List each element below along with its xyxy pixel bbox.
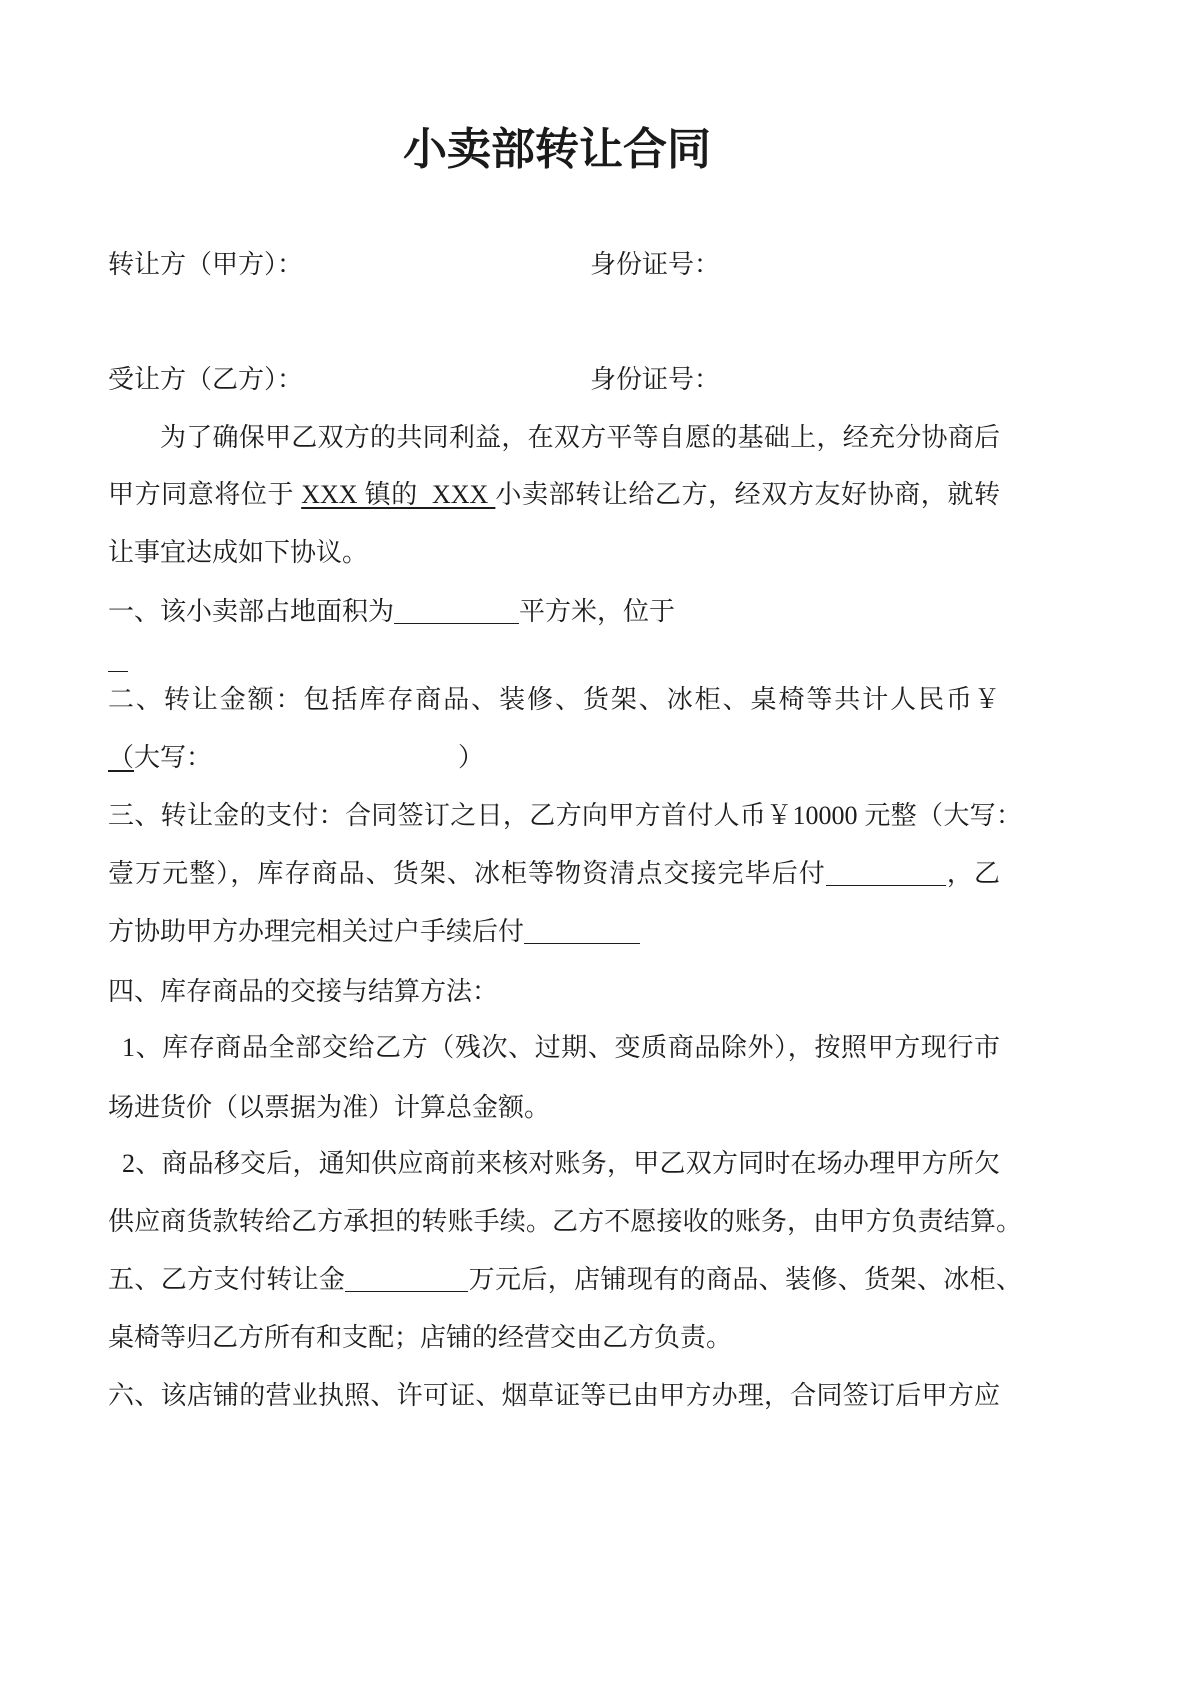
preamble-text: 小卖部转让给乙方，经双方友好协商，就转 [495, 480, 1000, 509]
clause-text: 方协助甲方办理完相关过户手续后付 [108, 917, 525, 946]
amount-paren-close: ） [458, 743, 485, 772]
clause-text: 大写： [134, 743, 213, 772]
clause-text: 万元后，店铺现有的商品、装修、货架、冰柜、 [468, 1265, 1022, 1294]
area-blank-line [394, 623, 519, 624]
final-payment-blank-line [524, 943, 640, 944]
clause-text: 壹万元整），库存商品、货架、冰柜等物资清点交接完毕后付 [108, 859, 826, 888]
clause-text: 五、乙方支付转让金 [108, 1265, 346, 1294]
transfer-fee-blank-line [345, 1291, 468, 1292]
clause-text: 平方米，位于 [519, 597, 676, 626]
clause-3-line-2 [108, 856, 1000, 892]
clause-2-line-2 [108, 740, 484, 776]
clause-3-line-1: 三、转让金的支付：合同签订之日，乙方向甲方首付人币￥10000 元整（大写： [108, 801, 1022, 830]
clause-5-line-2: 桌椅等归乙方所有和支配；店铺的经营交由乙方负责。 [108, 1323, 733, 1352]
preamble-text: 甲方同意将位于 [108, 480, 302, 509]
transferor-label: 转让方（甲方）： [108, 250, 304, 279]
clause-4-heading: 四、库存商品的交接与结算方法： [108, 977, 499, 1006]
transferor-id-label: 身份证号： [590, 250, 721, 279]
clause-4-item-2-line-2: 供应商货款转给乙方承担的转账手续。乙方不愿接收的账务，由甲方负责结算。 [108, 1207, 1022, 1236]
clause-1-line-1 [108, 594, 675, 630]
shop-location-underlined: XXX 镇的 XXX [301, 480, 496, 509]
clause-1-line-2 [108, 642, 128, 678]
amount-paren-open: （ [108, 743, 135, 772]
preamble-line-2 [108, 477, 1000, 513]
clause-3-line-3 [108, 914, 640, 950]
preamble-line-1: 为了确保甲乙双方的共同利益，在双方平等自愿的基础上，经充分协商后 [160, 423, 1000, 452]
payment-blank-line [826, 885, 946, 886]
amount-in-words-space [212, 765, 458, 766]
clause-text: 一、该小卖部占地面积为 [108, 597, 395, 626]
document-title: 小卖部转让合同 [403, 124, 711, 175]
clause-4-item-1-line-1: 1、库存商品全部交给乙方（残次、过期、变质商品除外），按照甲方现行市 [122, 1033, 1000, 1062]
preamble-line-3: 让事宜达成如下协议。 [108, 538, 369, 567]
clause-6-line-1: 六、该店铺的营业执照、许可证、烟草证等已由甲方办理，合同签订后甲方应 [108, 1381, 1000, 1410]
clause-2-line-1: 二、转让金额：包括库存商品、装修、货架、冰柜、桌椅等共计人民币￥ [108, 685, 1000, 714]
clause-text: ，乙 [945, 859, 1000, 888]
clause-5-line-1 [108, 1262, 1022, 1298]
transferee-id-label: 身份证号： [590, 365, 721, 394]
transferee-label: 受让方（乙方）： [108, 365, 304, 394]
location-blank-line [108, 671, 128, 672]
clause-4-item-2-line-1: 2、商品移交后，通知供应商前来核对账务，甲乙双方同时在场办理甲方所欠 [122, 1149, 1000, 1178]
clause-4-item-1-line-2: 场进货价（以票据为准）计算总金额。 [108, 1093, 551, 1122]
